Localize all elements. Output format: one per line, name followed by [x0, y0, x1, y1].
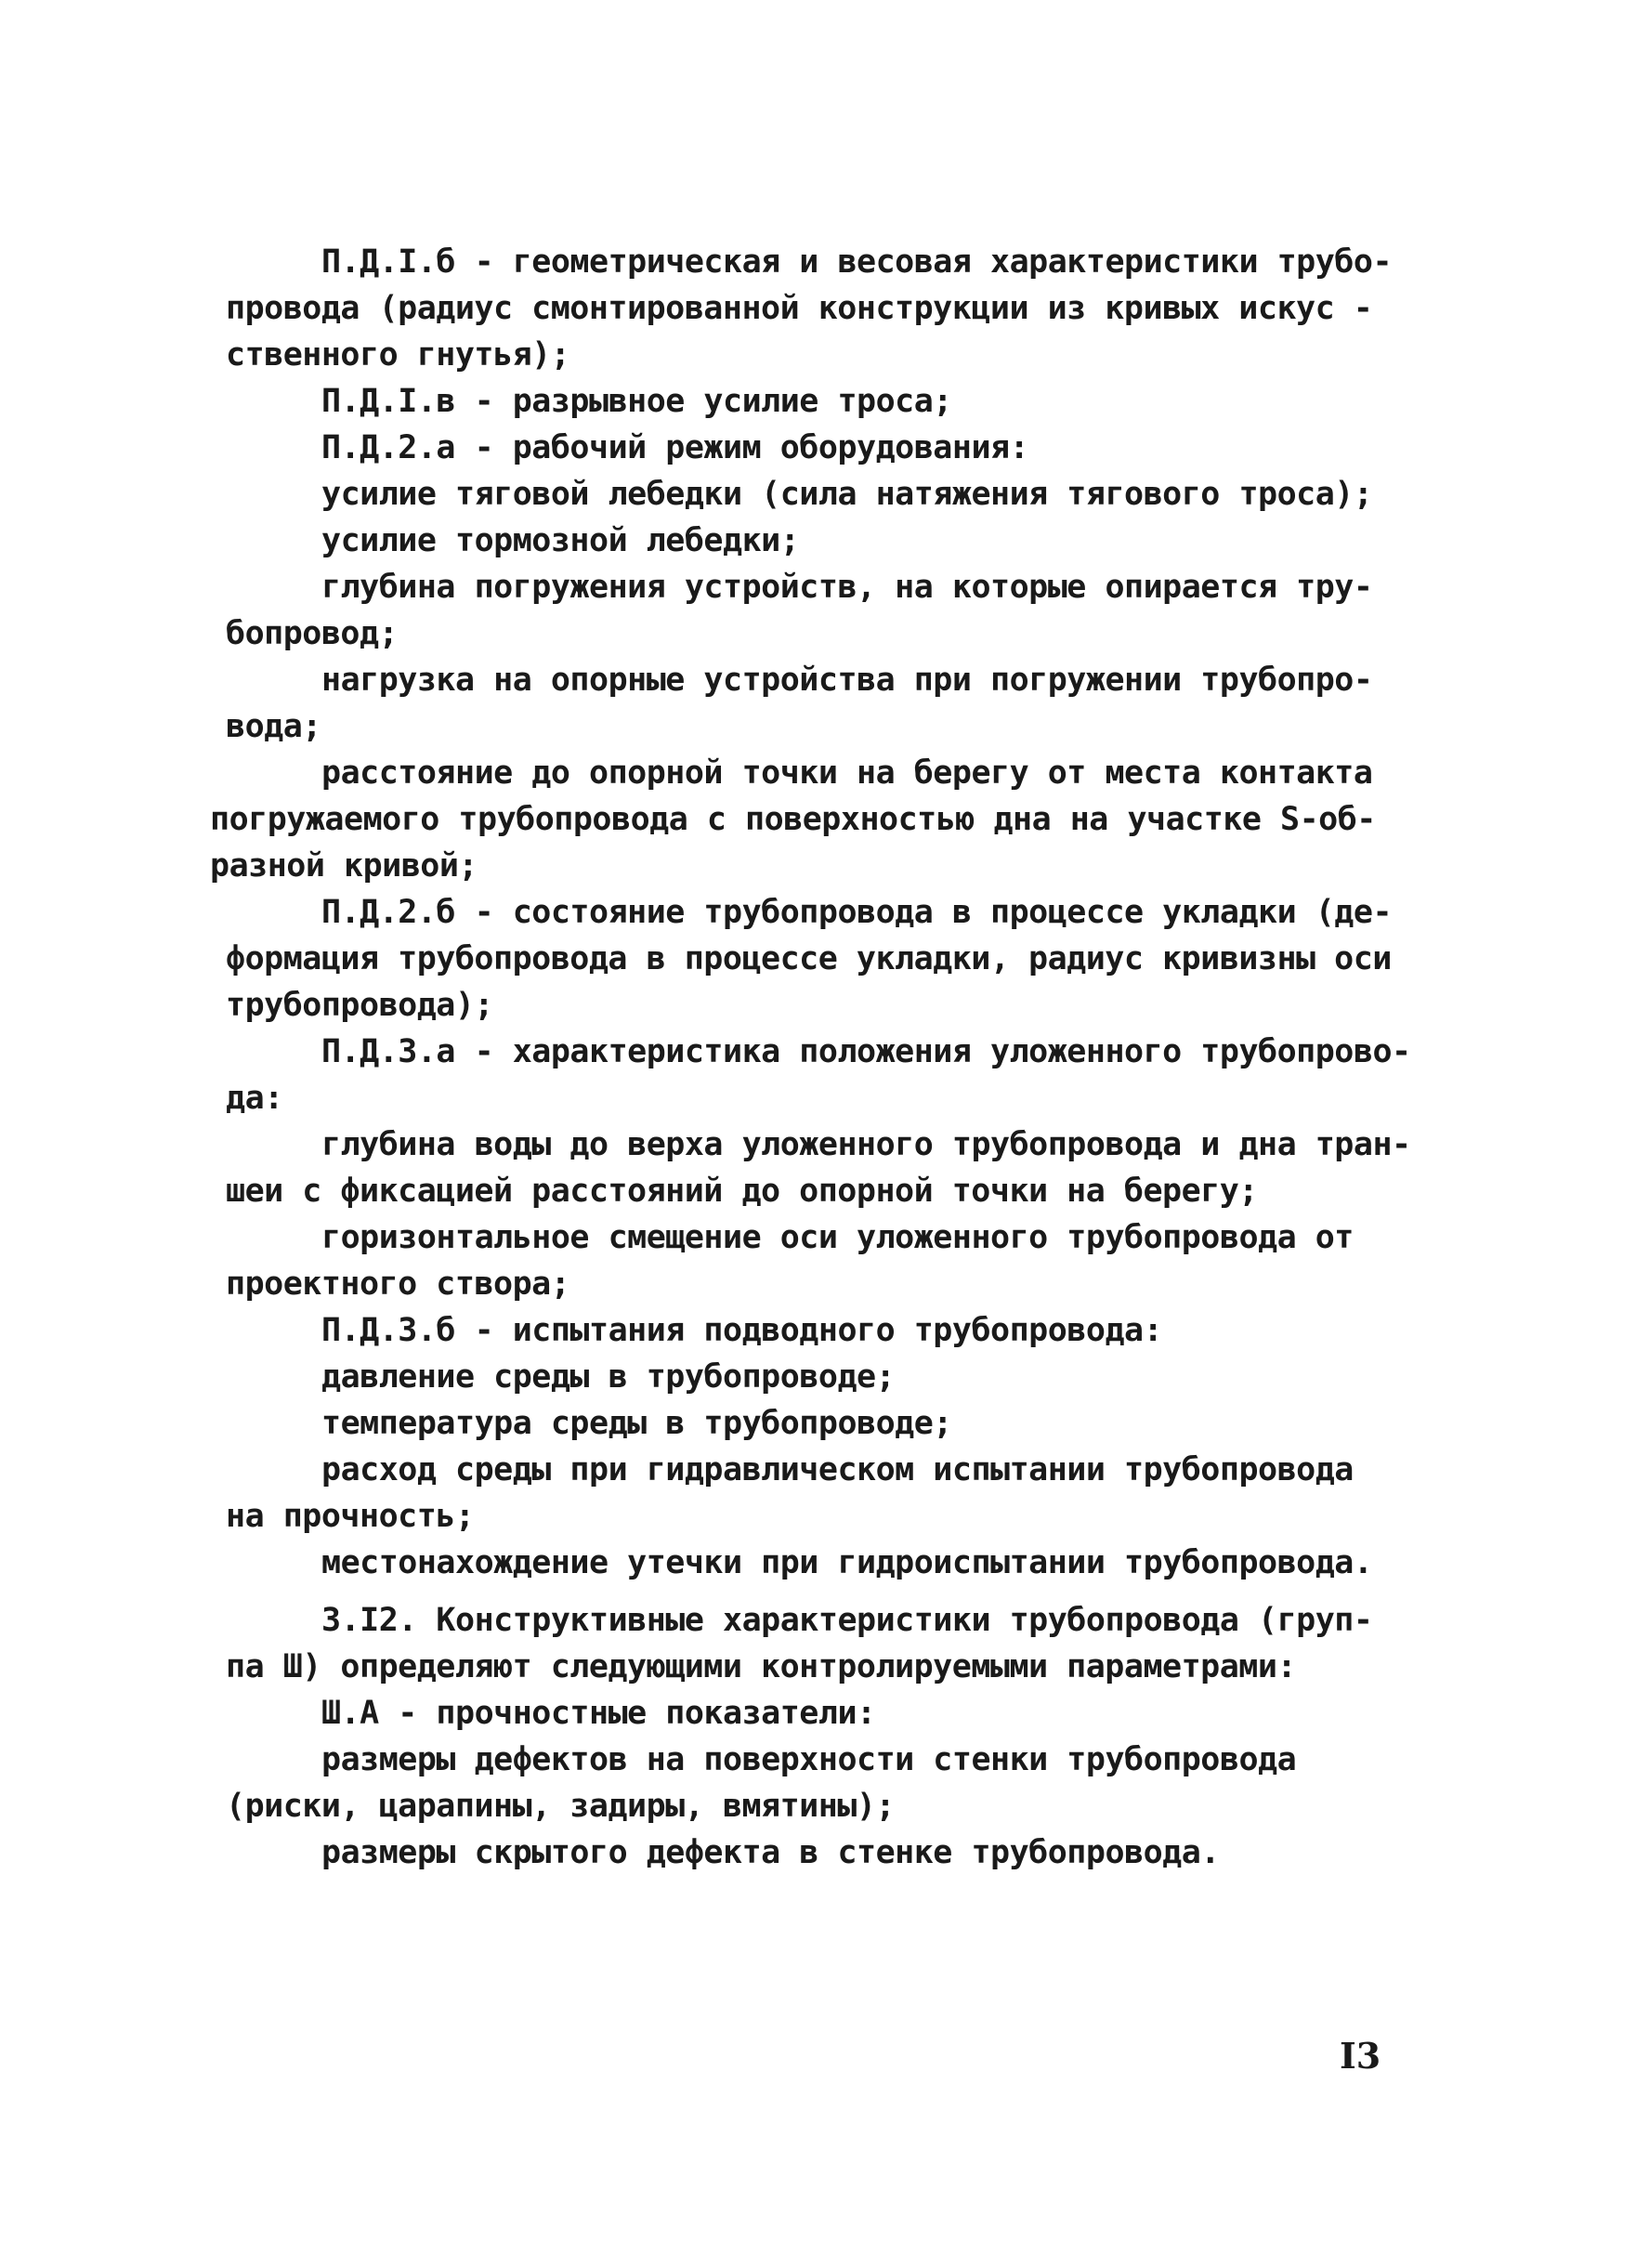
text-line: трубопровода);	[226, 987, 494, 1024]
text-line: усилие тормозной лебедки;	[321, 522, 800, 559]
text-line: местонахождение утечки при гидроиспытании трубопровода.	[321, 1544, 1373, 1581]
text-line: П.Д.I.в - разрывное усилие троса;	[321, 383, 952, 420]
text-line: формация трубопровода в процессе укладки, радиус кривизны оси	[226, 940, 1392, 977]
text-line: провода (радиус смонтированной конструкции из кривых искус -	[226, 290, 1373, 327]
text-line: П.Д.3.а - характеристика положения уложенного трубопрово-	[321, 1033, 1411, 1070]
text-line: Ш.А - прочностные показатели:	[321, 1695, 876, 1732]
text-line: ственного гнутья);	[226, 336, 570, 374]
text-line: глубина погружения устройств, на которые опирается тру-	[321, 569, 1373, 606]
text-line: расход среды при гидравлическом испытании трубопровода	[321, 1451, 1354, 1488]
text-line: 3.I2. Конструктивные характеристики трубопровода (груп-	[321, 1602, 1373, 1639]
text-line: размеры дефектов на поверхности стенки трубопровода	[321, 1741, 1297, 1778]
text-line: бопровод;	[226, 615, 399, 652]
text-line: температура среды в трубопроводе;	[321, 1405, 952, 1442]
text-line: вода;	[226, 708, 321, 745]
text-line: П.Д.3.б - испытания подводного трубопровода:	[321, 1312, 1163, 1349]
text-line: разной кривой;	[210, 847, 478, 885]
page-number: I3	[1340, 2035, 1381, 2077]
text-line: глубина воды до верха уложенного трубопровода и дна тран-	[321, 1126, 1411, 1163]
text-line: нагрузка на опорные устройства при погружении трубопро-	[321, 662, 1373, 699]
text-line: да:	[226, 1080, 283, 1117]
text-line: П.Д.2.б - состояние трубопровода в процессе укладки (де-	[321, 894, 1393, 931]
text-line: (риски, царапины, задиры, вмятины);	[226, 1788, 896, 1825]
text-line: размеры скрытого дефекта в стенке трубопровода.	[321, 1834, 1220, 1871]
text-line: П.Д.I.б - геометрическая и весовая характеристики трубо-	[321, 243, 1393, 281]
text-line: П.Д.2.а - рабочий режим оборудования:	[321, 429, 1029, 466]
text-line: па Ш) определяют следующими контролируемыми параметрами:	[226, 1648, 1297, 1685]
text-line: расстояние до опорной точки на берегу от места контакта	[321, 754, 1373, 792]
text-line: на прочность;	[226, 1498, 475, 1535]
text-line: проектного створа;	[226, 1265, 570, 1303]
text-line: усилие тяговой лебедки (сила натяжения тягового троса);	[321, 476, 1373, 513]
text-line: погружаемого трубопровода с поверхностью дна на участке S-об-	[210, 801, 1376, 838]
text-line: давление среды в трубопроводе;	[321, 1358, 896, 1396]
text-line: горизонтальное смещение оси уложенного трубопровода от	[321, 1219, 1354, 1256]
text-line: шеи с фиксацией расстояний до опорной точки на берегу;	[226, 1173, 1258, 1210]
